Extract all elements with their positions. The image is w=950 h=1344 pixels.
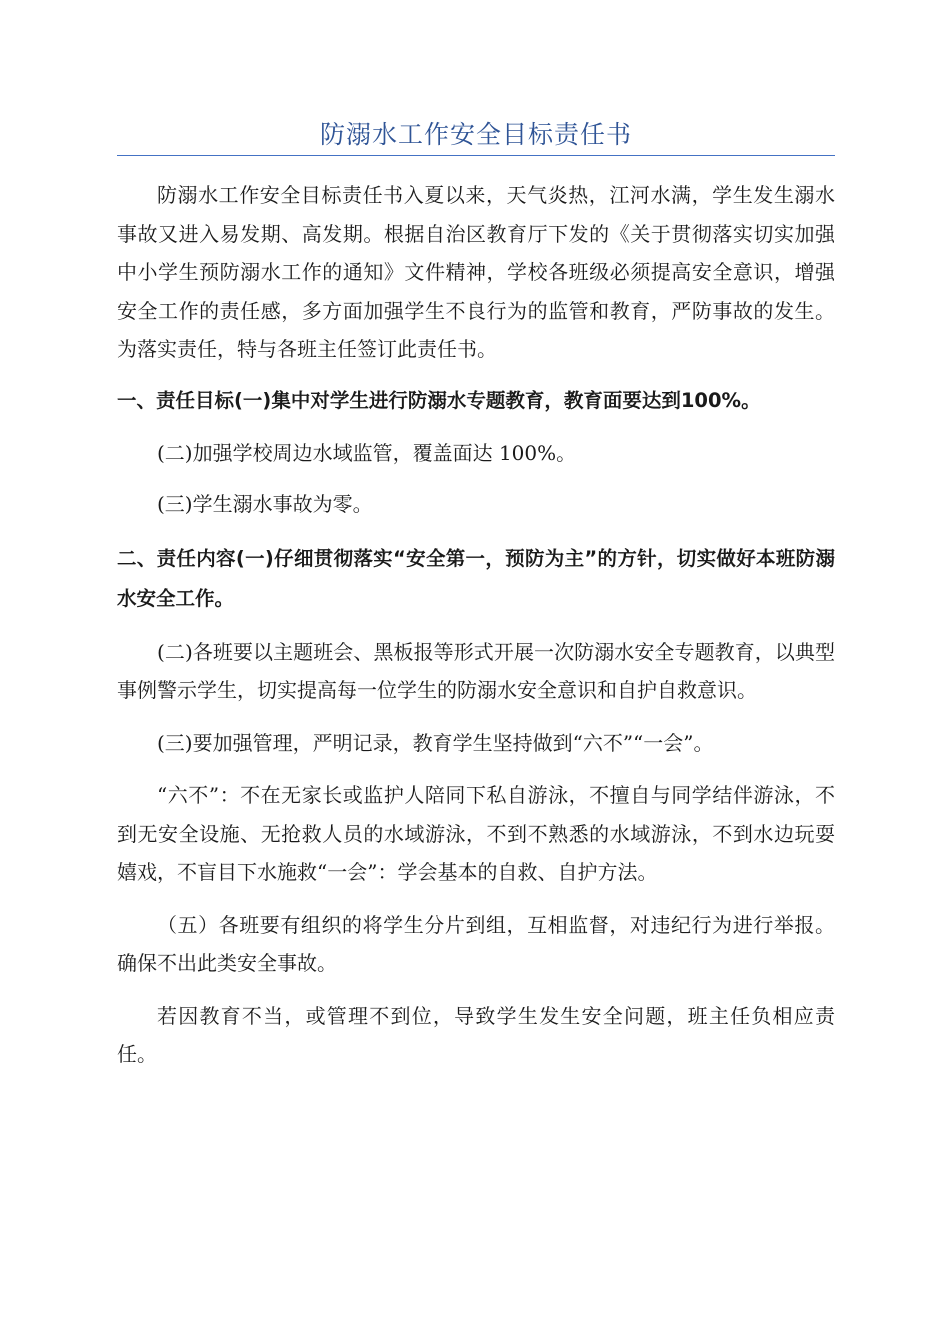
document-title: 防溺水工作安全目标责任书	[319, 120, 632, 149]
document-page	[117, 0, 835, 1074]
title-underline	[117, 155, 835, 156]
responsibility-paragraph: 若因教育不当，或管理不到位，导致学生发生安全问题，班主任负相应责任。	[117, 1003, 835, 1066]
intro-paragraph: 防溺水工作安全目标责任书入夏以来，天气炎热，江河水满，学生发生溺水事故又进入易发期、高发期。根据自治区教育厅下发的《关于贯彻落实切实加强中小学生预防溺水工作的通知》文件精神，学校各班级必须提高安全意识，增强安全工作的责任感，多方面加强学生不良行为的监管和教育，严防事故的发生。为落实责任，特与各班主任签订此责任书。	[117, 183, 835, 361]
section-heading-content: 二、责任内容(一)仔细贯彻落实“安全第一，预防为主”的方针，切实做好本班防溺水安全工作。	[117, 546, 835, 610]
goal-item-3: (三)学生溺水事故为零。	[157, 492, 373, 516]
content-item-3: (三)要加强管理，严明记录，教育学生坚持做到“六不”“一会”。	[157, 730, 714, 755]
six-nots-paragraph: “六不”：不在无家长或监护人陪同下私自游泳，不擅自与同学结伴游泳，不到无安全设施、无抢救人员的水域游泳，不到不熟悉的水域游泳，不到水边玩耍嬉戏，不盲目下水施救“一会”：学会基本的自救、自护方法。	[117, 783, 835, 884]
content-item-5: （五）各班要有组织的将学生分片到组，互相监督，对违纪行为进行举报。确保不出此类安全事故。	[117, 912, 835, 975]
content-item-2: (二)各班要以主题班会、黑板报等形式开展一次防溺水安全专题教育，以典型事例警示学生，切实提高每一位学生的防溺水安全意识和自护自救意识。	[117, 639, 835, 702]
goal-item-2: (二)加强学校周边水域监管，覆盖面达 100%。	[157, 440, 577, 465]
section-heading-goals: 一、责任目标(一)集中对学生进行防溺水专题教育，教育面要达到100%。	[117, 388, 761, 412]
